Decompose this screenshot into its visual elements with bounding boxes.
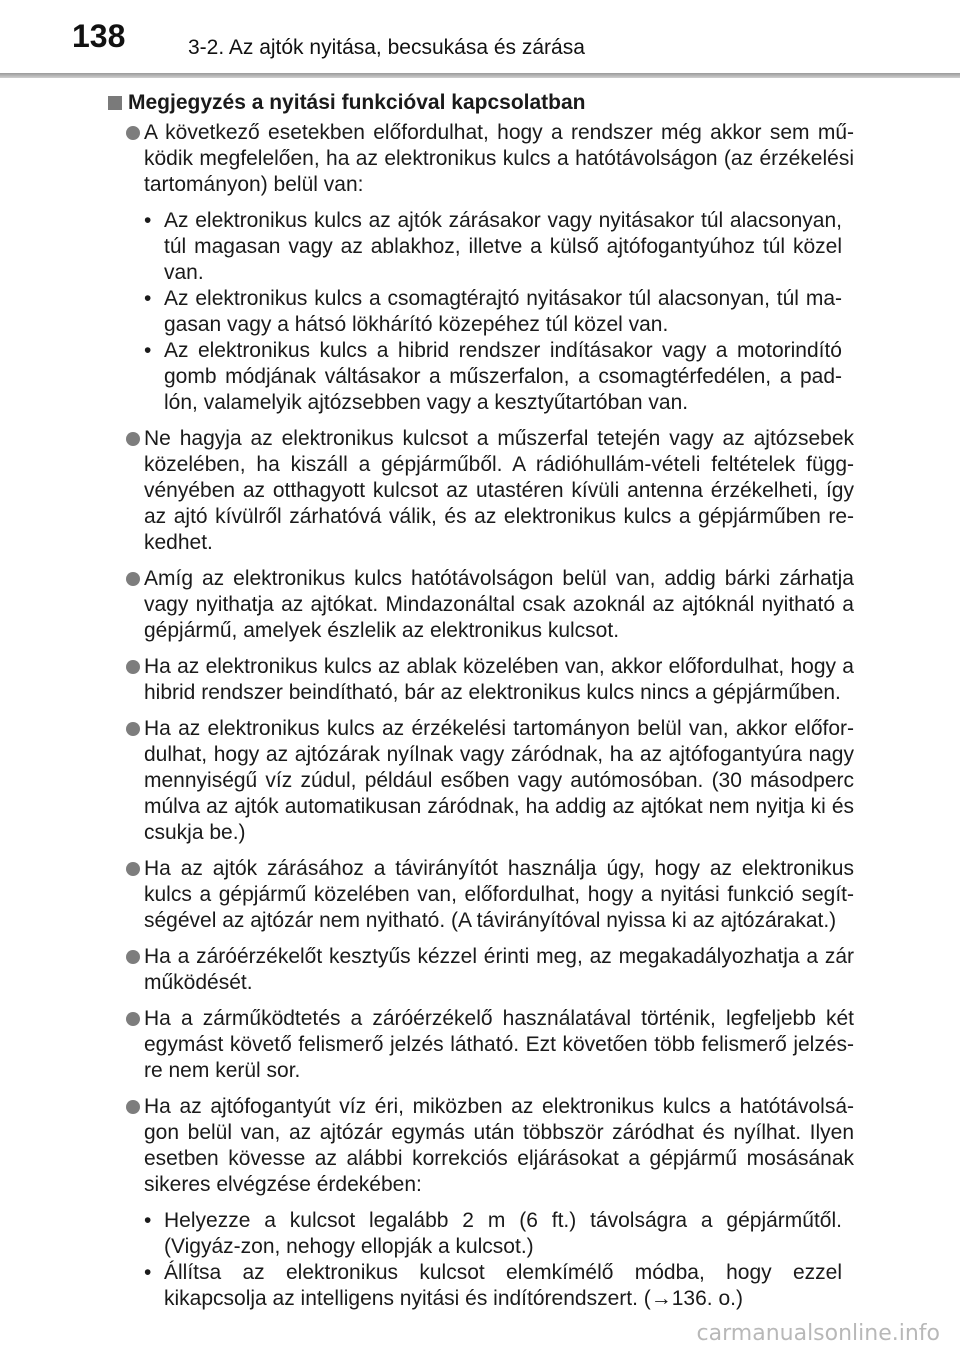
note-text: Ha az elektronikus kulcs az ablak közelében van, akkor előfordulhat, hogy a hibrid rendszer beindítható, bár az elektronikus kulcs nincs a gépjárműben. bbox=[144, 655, 854, 704]
watermark: carmanualsonline.info bbox=[696, 1321, 940, 1346]
sub-bullet-text: Az elektronikus kulcs az ajtók zárásakor vagy nyitásakor túl alacsonyan, túl magasan vagy az ablakhoz, illetve a külső ajtófogantyúhoz túl közel van. bbox=[164, 209, 842, 284]
note-item bbox=[108, 944, 854, 996]
section-title: 3-2. Az ajtók nyitása, becsukása és zárása bbox=[188, 36, 585, 59]
circle-bullet-icon bbox=[126, 1012, 140, 1026]
note-item bbox=[108, 426, 854, 556]
circle-bullet-icon bbox=[126, 722, 140, 736]
note-text: Amíg az elektronikus kulcs hatótávolságon belül van, addig bárki zárhatja vagy nyithatja az ajtókat. Mindazonáltal csak azoknál az ajtóknál nyitható a gépjármű, amelyek észlelik az elektronikus kulcsot. bbox=[144, 567, 854, 642]
dot-bullet-icon: • bbox=[144, 339, 152, 362]
note-item bbox=[108, 654, 854, 706]
note-text: A következő esetekben előfordulhat, hogy a rendszer még akkor sem mű-ködik megfelelően, ha az elektronikus kulcs a hatótávolságon (az érzékelési tartományon) belül van: bbox=[144, 121, 854, 196]
sub-bullet-text: Helyezze a kulcsot legalább 2 m (6 ft.) távolságra a gépjárműtől. (Vigyáz-zon, nehogy ellopják a kulcsot.) bbox=[164, 1209, 842, 1258]
sub-bullet-text: Az elektronikus kulcs a csomagtérajtó nyitásakor túl alacsonyan, túl ma-gasan vagy a hátsó lökhárító közepéhez túl közel van. bbox=[164, 287, 842, 336]
note-item bbox=[108, 566, 854, 644]
note-item bbox=[108, 716, 854, 846]
circle-bullet-icon bbox=[126, 1100, 140, 1114]
page-number: 138 bbox=[72, 18, 126, 54]
note-text: Ha az ajtók zárásához a távirányítót használja úgy, hogy az elektronikus kulcs a gépjármű közelében van, előfordulhat, hogy a nyitási funkció segít-ségével az ajtózár nem nyitható. (A távirányítóval nyissa ki az ajtózárakat.) bbox=[144, 857, 854, 932]
note-text: Ha a zárműködtetés a záróérzékelő használatával történik, legfeljebb két egymást követő felismerő jelzés látható. Ezt követően több felismerő jelzés-re nem kerül sor. bbox=[144, 1007, 854, 1082]
circle-bullet-icon bbox=[126, 126, 140, 140]
sub-bullet-list bbox=[144, 208, 854, 416]
circle-bullet-icon bbox=[126, 950, 140, 964]
dot-bullet-icon: • bbox=[144, 1261, 152, 1284]
note-item bbox=[108, 120, 854, 416]
sub-bullet-item bbox=[144, 208, 842, 286]
sub-bullet-item bbox=[144, 338, 842, 416]
dot-bullet-icon: • bbox=[144, 1209, 152, 1232]
note-item bbox=[108, 856, 854, 934]
circle-bullet-icon bbox=[126, 660, 140, 674]
header-rule bbox=[0, 73, 960, 78]
note-item bbox=[108, 1094, 854, 1312]
sub-bullet-text: Az elektronikus kulcs a hibrid rendszer indításakor vagy a motorindító gomb módjának váltásakor a műszerfalon, a csomagtérfedélen, a pad-lón, valamelyik ajtózsebben vagy a kesztyűtartóban van. bbox=[164, 339, 842, 414]
note-item bbox=[108, 1006, 854, 1084]
dot-bullet-icon: • bbox=[144, 209, 152, 232]
note-text: Ha a záróérzékelőt kesztyűs kézzel érinti meg, az megakadályozhatja a zár működését. bbox=[144, 945, 854, 994]
sub-bullet-item bbox=[144, 1208, 842, 1260]
page-content bbox=[108, 90, 854, 1322]
square-bullet-icon bbox=[108, 96, 122, 110]
circle-bullet-icon bbox=[126, 862, 140, 876]
subheading-text: Megjegyzés a nyitási funkcióval kapcsolatban bbox=[128, 91, 586, 114]
note-text: Ha az ajtófogantyút víz éri, miközben az elektronikus kulcs a hatótávolsá-gon belül van, az ajtózár egymás után többször záródhat és nyílhat. Ilyen esetben kövesse az alábbi korrekciós eljárásokat a gépjármű mosásának sikeres elvégzése érdekében: bbox=[144, 1095, 854, 1196]
subheading bbox=[108, 90, 854, 116]
circle-bullet-icon bbox=[126, 572, 140, 586]
note-text: Ne hagyja az elektronikus kulcsot a műszerfal tetején vagy az ajtózsebek közelében, ha kiszáll a gépjárműből. A rádióhullám-vételi feltételek függ-vényében az otthagyott kulcsot az utastéren kívüli antenna érzékelheti, így az ajtó kívülről zárhatóvá válik, és az elektronikus kulcs a gépjárműben re-kedhet. bbox=[144, 427, 854, 554]
notes-list bbox=[108, 120, 854, 1312]
page-header bbox=[0, 0, 960, 80]
dot-bullet-icon: • bbox=[144, 287, 152, 310]
sub-bullet-text: Állítsa az elektronikus kulcsot elemkímélő módba, hogy ezzel kikapcsolja az intelligens nyitási és indítórendszert. (→136. o.) bbox=[164, 1261, 842, 1310]
sub-bullet-item bbox=[144, 1260, 842, 1312]
sub-bullet-item bbox=[144, 286, 842, 338]
sub-bullet-list bbox=[144, 1208, 854, 1312]
circle-bullet-icon bbox=[126, 432, 140, 446]
note-text: Ha az elektronikus kulcs az érzékelési tartományon belül van, akkor előfor-dulhat, hogy az ajtózárak nyílnak vagy záródnak, ha az ajtófogantyúra nagy mennyiségű víz zúdul, például esőben vagy autómosóban. (30 másodperc múlva az ajtók automatikusan záródnak, ha addig az ajtókat nem nyitja ki és csukja be.) bbox=[144, 717, 854, 844]
